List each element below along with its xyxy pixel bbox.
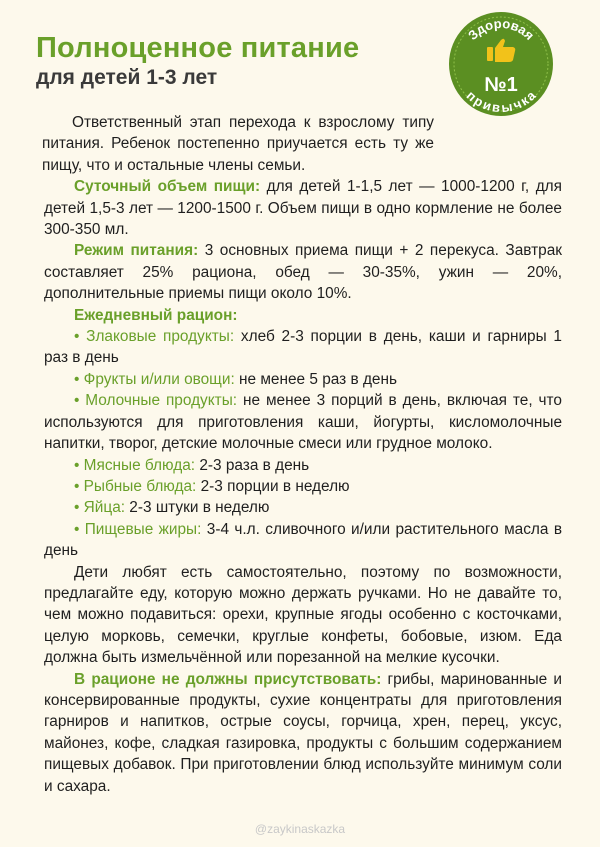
list-item <box>44 326 562 369</box>
list-item <box>44 390 562 454</box>
list-item-label: • Пищевые жиры: <box>74 520 202 538</box>
forbidden-label: В рационе не должны присутствовать: <box>74 670 382 688</box>
list-item-text: 3-4 ч.л. сливочного и/или растительного масла в день <box>44 520 562 560</box>
daily-ration-label: Ежедневный рацион: <box>74 306 238 324</box>
list-item-text: 2-3 порции в неделю <box>196 477 350 495</box>
list-item-label: • Яйца: <box>74 499 126 517</box>
list-item <box>44 476 562 497</box>
watermark: @zaykinaskazka <box>254 822 346 836</box>
list-item-label: • Злаковые продукты: <box>74 328 235 346</box>
list-item-label: • Рыбные блюда: <box>74 477 197 495</box>
self-feeding-paragraph: Дети любят есть самостоятельно, поэтому по возможности, предлагайте еду, которую можно держать ручками. Но не давайте то, чем можно подавиться: орехи, крупные ягоды особенно с косточками, целую морковь, семечки, круглые конфеты, бобовые, изюм. Еда должна быть измельчённой или порезанной на мелкие кусочки. <box>44 563 562 667</box>
page-title: Полноценное питание <box>36 32 360 64</box>
daily-volume-paragraph <box>44 176 562 240</box>
list-item-text: 2-3 штуки в неделю <box>125 499 270 517</box>
list-item <box>44 369 562 390</box>
badge-top-text: Здоровая <box>464 15 538 43</box>
page-subtitle: для детей 1-3 лет <box>36 66 218 89</box>
regime-label: Режим питания: <box>74 242 199 260</box>
list-item-label: • Фрукты и/или овощи: <box>74 370 235 388</box>
list-item-text: не менее 3 порций в день, включая те, что используются для приготовления каши, йогурты, кисломолочные напитки, творог, детские молочные смеси или грудное молоко. <box>44 392 562 453</box>
list-item-text: не менее 5 раз в день <box>234 370 398 388</box>
list-item <box>44 497 562 518</box>
list-item-label: • Молочные продукты: <box>74 392 238 410</box>
list-item <box>44 519 562 562</box>
list-item-text: хлеб 2-3 порции в день, каши и гарниры 1 раз в день <box>44 328 562 367</box>
regime-paragraph <box>44 240 562 304</box>
badge-bottom-text: привычка <box>463 87 539 116</box>
article-body <box>44 112 562 797</box>
list-item <box>44 455 562 476</box>
daily-ration-heading <box>44 305 562 326</box>
list-item-label: • Мясные блюда: <box>74 456 196 474</box>
daily-volume-label: Суточный объем пищи: <box>74 178 261 196</box>
intro-paragraph: Ответственный этап перехода к взрослому типу питания. Ребенок постепенно приучается есть ту же пищу, что и остальные члены семьи. <box>42 114 434 174</box>
badge-number: №1 <box>484 74 518 96</box>
forbidden-text: грибы, маринованные и консервированные продукты, сухие концентраты для приготовления гарниров и напитков, острые соусы, горчица, хрен, перец, уксус, майонез, кофе, сладкая газировка, продукты с большим содержанием пищевых добавок. При приготовлении блюд используйте минимум соли и сахара. <box>44 670 562 795</box>
list-item-text: 2-3 раза в день <box>195 456 310 474</box>
daily-volume-text: для детей 1-1,5 лет — 1000-1200 г, для детей 1,5-3 лет — 1200-1500 г. Объем пищи в одно кормление не более 300-350 мл. <box>44 178 562 239</box>
regime-text: 3 основных приема пищи + 2 перекуса. Завтрак составляет 25% рациона, обед — 30-35%, ужин — 20%, дополнительные приемы пищи около 10%. <box>44 242 562 303</box>
forbidden-paragraph <box>44 669 562 797</box>
healthy-habit-badge <box>448 11 554 117</box>
